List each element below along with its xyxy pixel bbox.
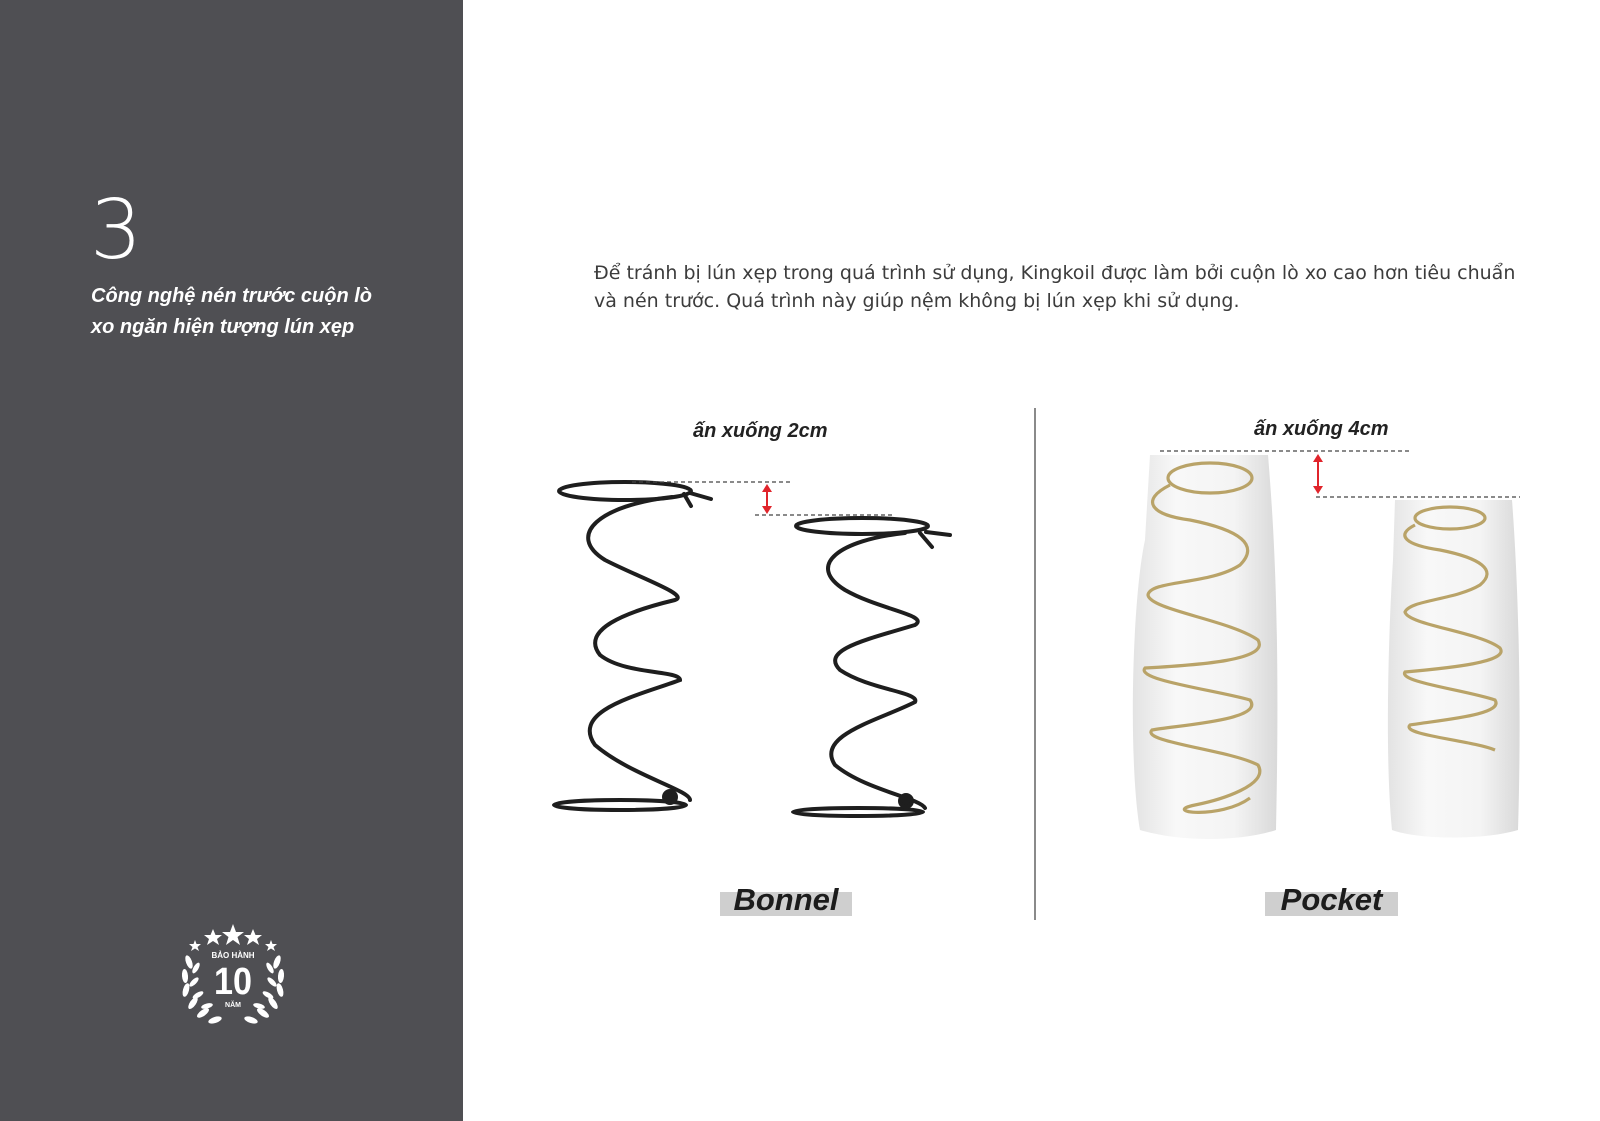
pocket-spring-short — [1388, 500, 1520, 838]
bonnel-type-text: Bonnel — [733, 882, 839, 917]
bonnel-spring-tall — [554, 482, 711, 810]
pocket-spring-tall — [1133, 455, 1278, 839]
section-title: Công nghệ nén trước cuộn lò xo ngăn hiện tượng lún xẹp — [91, 285, 373, 338]
pocket-type-text: Pocket — [1280, 882, 1383, 917]
pocket-press-label: ấn xuống 4cm — [1254, 418, 1389, 440]
badge-number: 10 — [214, 961, 252, 1003]
bonnel-press-label: ấn xuống 2cm — [693, 420, 828, 442]
intro-paragraph: Để tránh bị lún xẹp trong quá trình sử dụng, Kingkoil được làm bởi cuộn lò xo cao hơn tiêu chuẩn và nén trước. Quá trình này giúp nệm không bị lún xẹp khi sử dụng. — [594, 262, 1516, 312]
bonnel-type-label — [720, 882, 852, 917]
badge-top-text: BẢO HÀNH — [211, 951, 255, 960]
pocket-type-label — [1265, 882, 1398, 917]
section-number: 3 — [90, 183, 143, 278]
badge-bottom-text: NĂM — [225, 1002, 241, 1009]
bonnel-spring-short — [793, 518, 950, 816]
